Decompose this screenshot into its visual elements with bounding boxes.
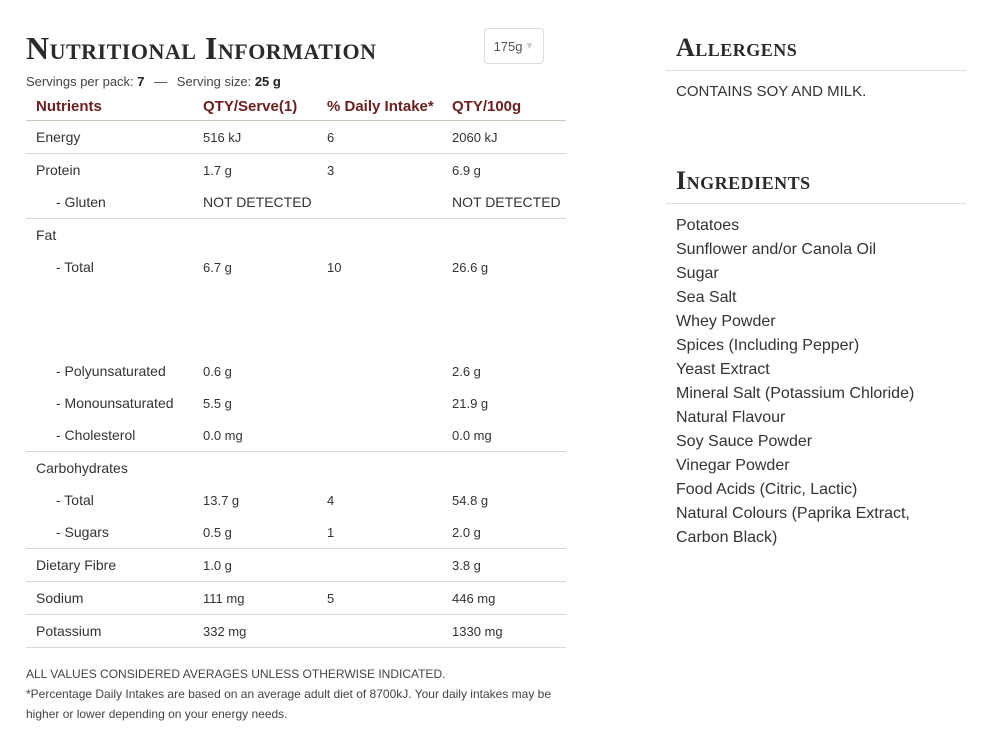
nutrient-name: - Total [56,492,94,508]
chevron-down-icon: ▼ [524,40,535,52]
nutrient-name: - Gluten [26,186,193,219]
daily-intake: 10 [327,259,342,275]
list-item: Sugar [676,265,719,282]
list-item: Food Acids (Citric, Lactic) [676,481,858,498]
list-item: Potatoes [676,217,740,234]
nutrient-name: Protein [36,162,81,178]
table-row [26,549,566,582]
daily-intake [317,615,442,648]
qty-serve: 1.7 g [203,162,232,178]
qty-serve: 13.7 g [203,492,240,508]
qty-serve: 6.7 g [203,259,232,275]
ingredient-list [666,214,966,550]
list-item: Whey Powder [676,313,776,330]
footnote-averages: ALL VALUES CONSIDERED AVERAGES UNLESS OTHERWISE INDICATED. [26,667,446,681]
qty-100g: 2.0 g [442,516,566,549]
qty-100g: 6.9 g [452,162,481,178]
list-item: Soy Sauce Powder [676,433,813,450]
table-row [26,452,566,485]
daily-intake [317,186,442,219]
table-row [26,121,566,154]
qty-100g: 1330 mg [442,615,566,648]
daily-intake [317,452,442,485]
table-row [26,387,566,419]
nutrient-name: Potassium [26,615,193,648]
table-row [26,516,566,549]
qty-100g: 21.9 g [452,395,489,411]
table-row [26,186,566,219]
list-item: Spices (Including Pepper) [676,337,860,354]
allergens-text: CONTAINS SOY AND MILK. [676,83,867,100]
nutrition-title: Nutritional Information [26,30,377,66]
list-item: Yeast Extract [676,361,770,378]
serving-size-label: Serving size: [176,74,252,89]
nutrient-name: - Total [56,259,94,275]
nutrient-name: - Polyunsaturated [56,363,166,379]
daily-intake [317,387,442,419]
table-row-blank [26,283,566,355]
daily-intake [317,355,442,387]
daily-intake: 6 [317,121,442,154]
footnotes [26,664,566,724]
list-item: Sea Salt [676,289,737,306]
header-nutrients: Nutrients [26,92,193,121]
qty-serve: 111 mg [193,582,317,615]
qty-100g: 0.0 mg [442,419,566,452]
qty-serve: 0.5 g [193,516,317,549]
pack-size-select[interactable] [484,28,544,64]
footnote-daily-intake: *Percentage Daily Intakes are based on an average adult diet of 8700kJ. Your daily intakes may be higher or lower depending on your energy needs. [26,687,552,721]
nutrient-name: Energy [26,121,193,154]
nutrient-name: Dietary Fibre [26,549,193,582]
table-row [26,582,566,615]
servings-per-pack-label: Servings per pack: [26,74,134,89]
serving-info [26,74,566,92]
ingredients-title: Ingredients [666,167,966,204]
table-row [26,615,566,648]
qty-100g: 2.6 g [452,363,481,379]
qty-serve: 0.0 mg [193,419,317,452]
nutrient-name: Fat [36,227,57,243]
table-row [26,484,566,516]
separator-dash: — [154,74,168,89]
nutrient-name: - Sugars [26,516,193,549]
daily-intake: 4 [327,492,335,508]
qty-serve: 1.0 g [193,549,317,582]
header-qty-serve: QTY/Serve(1) [193,92,317,121]
qty-100g: 26.6 g [452,259,489,275]
table-row [26,219,566,252]
qty-serve [193,219,317,252]
daily-intake: 3 [327,162,335,178]
list-item: Natural Flavour [676,409,786,426]
table-header-row [26,92,566,121]
list-item: Vinegar Powder [676,457,790,474]
table-row [26,419,566,452]
qty-serve: 5.5 g [203,395,232,411]
nutrition-table [26,92,566,648]
servings-per-pack-value: 7 [137,74,145,89]
qty-100g: NOT DETECTED [442,186,566,219]
daily-intake [317,549,442,582]
qty-serve: NOT DETECTED [193,186,317,219]
nutrient-name: - Monounsaturated [56,395,174,411]
list-item: Mineral Salt (Potassium Chloride) [676,385,915,402]
qty-100g: 54.8 g [452,492,489,508]
daily-intake [317,219,442,252]
ingredients-panel [666,167,966,550]
serving-size-value: 25 g [254,74,281,89]
qty-100g: 2060 kJ [442,121,566,154]
daily-intake: 1 [317,516,442,549]
qty-serve: 332 mg [193,615,317,648]
qty-100g: 3.8 g [442,549,566,582]
header-daily-intake: % Daily Intake* [317,92,442,121]
table-row [26,251,566,283]
list-item: Sunflower and/or Canola Oil [676,241,877,258]
allergens-panel [666,34,966,100]
list-item: Natural Colours (Paprika Extract, Carbon Black) [676,505,910,546]
qty-100g [442,452,566,485]
qty-100g [442,219,566,252]
qty-serve: 516 kJ [193,121,317,154]
pack-size-value: 175g [493,38,523,54]
allergens-title: Allergens [666,34,966,71]
qty-serve: 0.6 g [203,363,232,379]
header-qty-100g: QTY/100g [442,92,566,121]
nutrient-name: - Cholesterol [26,419,193,452]
nutrition-panel [26,28,566,648]
nutrient-name: Carbohydrates [36,460,128,476]
table-row [26,355,566,387]
qty-100g: 446 mg [442,582,566,615]
daily-intake [317,419,442,452]
nutrient-name: Sodium [26,582,193,615]
qty-serve [193,452,317,485]
table-row [26,154,566,187]
daily-intake: 5 [317,582,442,615]
